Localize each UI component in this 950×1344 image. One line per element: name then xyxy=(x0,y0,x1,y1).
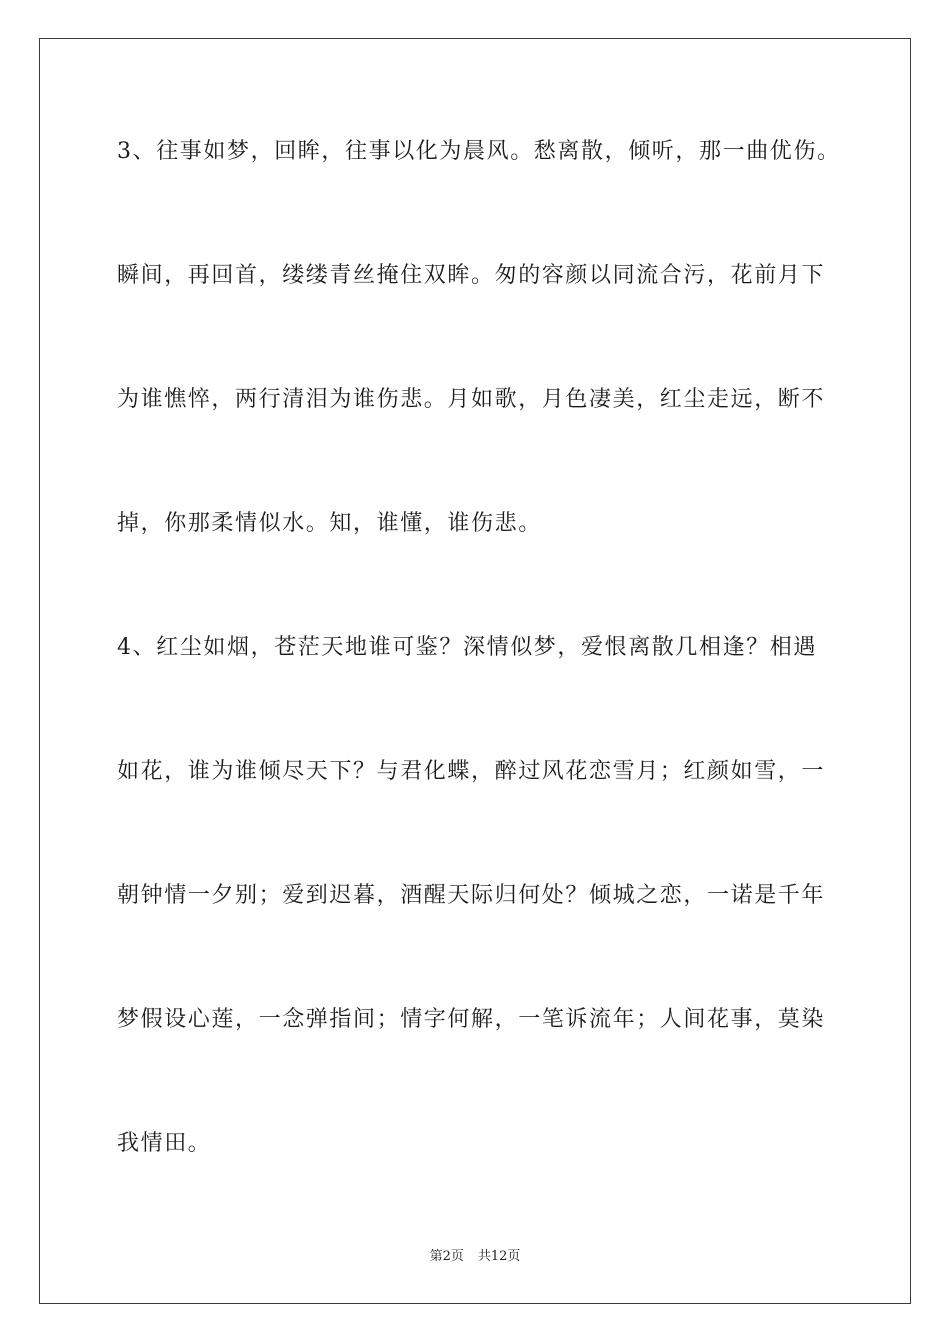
page-footer xyxy=(0,1248,950,1266)
page-border xyxy=(39,38,911,1304)
page-number: 第2页 xyxy=(429,1249,464,1264)
body-line-6: 如花，谁为谁倾尽天下？与君化蝶，醉过风花恋雪月；红颜如雪，一 xyxy=(117,759,826,784)
body-line-9: 我情田。 xyxy=(117,1131,212,1156)
body-line-7: 朝钟情一夕别；爱到迟暮，酒醒天际归何处？倾城之恋，一诺是千年 xyxy=(117,883,826,908)
body-line-4: 掉，你那柔情似水。知，谁懂，谁伤悲。 xyxy=(117,511,542,536)
body-line-3: 为谁憔悴，两行清泪为谁伤悲。月如歌，月色凄美，红尘走远，断不 xyxy=(117,387,826,412)
body-line-1: 3、往事如梦，回眸，往事以化为晨风。愁离散，倾听，那一曲优伤。 xyxy=(117,139,841,164)
page-total: 共12页 xyxy=(477,1249,521,1264)
body-line-2: 瞬间，再回首，缕缕青丝掩住双眸。匆的容颜以同流合污，花前月下 xyxy=(117,263,826,288)
body-line-5: 4、红尘如烟，苍茫天地谁可鉴？深情似梦，爱恨离散几相逢？相遇 xyxy=(117,635,817,660)
body-line-8: 梦假设心莲，一念弹指间；情字何解，一笔诉流年；人间花事，莫染 xyxy=(117,1007,826,1032)
